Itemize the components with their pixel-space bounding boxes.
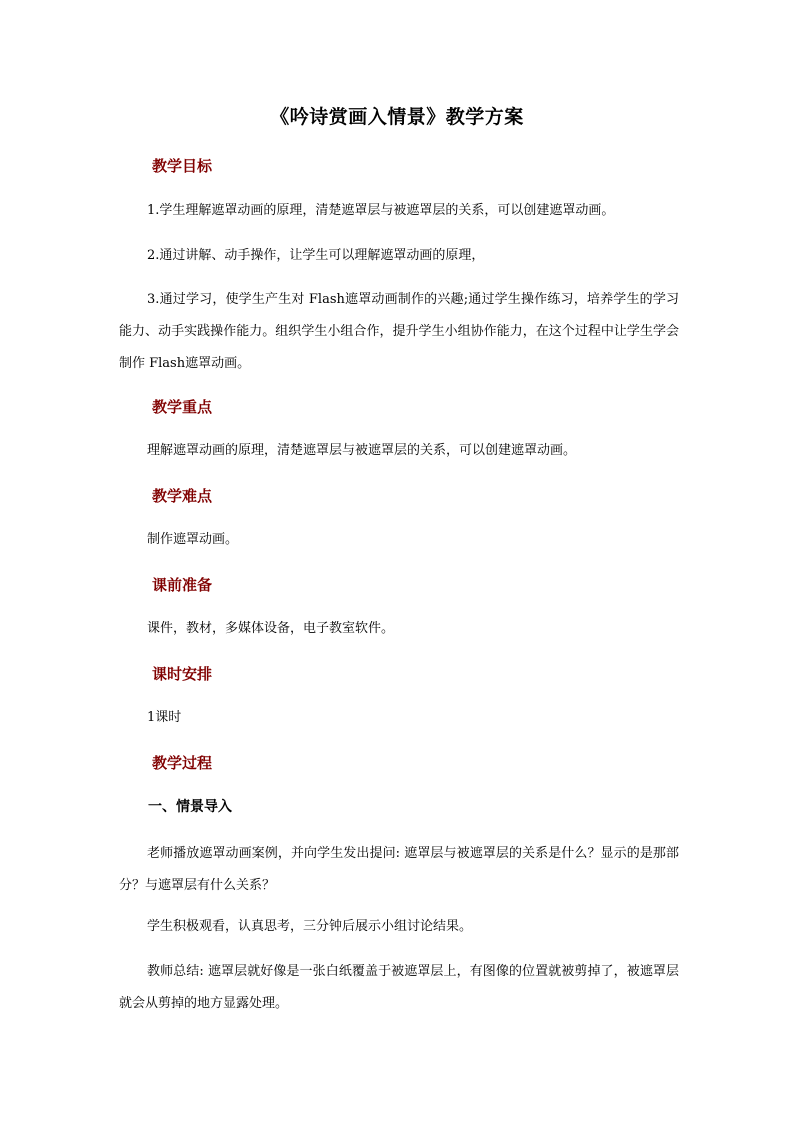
objective-item-1: 1.学生理解遮罩动画的原理，清楚遮罩层与被遮罩层的关系，可以创建遮罩动画。	[147, 203, 615, 218]
schedule-text: 1课时	[147, 710, 182, 725]
heading-objectives: 教学目标	[152, 157, 213, 175]
heading-difficulties: 教学难点	[152, 487, 213, 505]
process-paragraph-2: 学生积极观看，认真思考，三分钟后展示小组讨论结果。	[147, 919, 473, 934]
heading-key-points: 教学重点	[152, 398, 213, 416]
heading-schedule: 课时安排	[152, 665, 213, 683]
preparation-text: 课件，教材，多媒体设备，电子教室软件。	[147, 621, 395, 636]
key-points-text: 理解遮罩动画的原理，清楚遮罩层与被遮罩层的关系，可以创建遮罩动画。	[147, 443, 577, 458]
heading-preparation: 课前准备	[152, 576, 213, 594]
objective-item-2: 2.通过讲解、动手操作，让学生可以理解遮罩动画的原理，	[147, 248, 485, 263]
subheading-scenario-intro: 一、情景导入	[148, 799, 232, 815]
heading-process: 教学过程	[152, 754, 213, 772]
document-title: 《吟诗赏画入情景》教学方案	[270, 106, 524, 128]
objective-item-3: 3.通过学习，使学生产生对 Flash遮罩动画制作的兴趣;通过学生操作练习，培养学生的学习能力、动手实践操作能力。组织学生小组合作，提升学生小组协作能力，在这个过程中让学生学会制作 Flash遮罩动画。	[119, 292, 679, 371]
process-paragraph-1: 老师播放遮罩动画案例，并向学生发出提问: 遮罩层与被遮罩层的关系是什么？显示的是那部分？与遮罩层有什么关系？	[119, 846, 679, 893]
difficulties-text: 制作遮罩动画。	[147, 532, 239, 547]
process-paragraph-3: 教师总结: 遮罩层就好像是一张白纸覆盖于被遮罩层上，有图像的位置就被剪掉了，被遮罩层就会从剪掉的地方显露处理。	[119, 964, 679, 1011]
